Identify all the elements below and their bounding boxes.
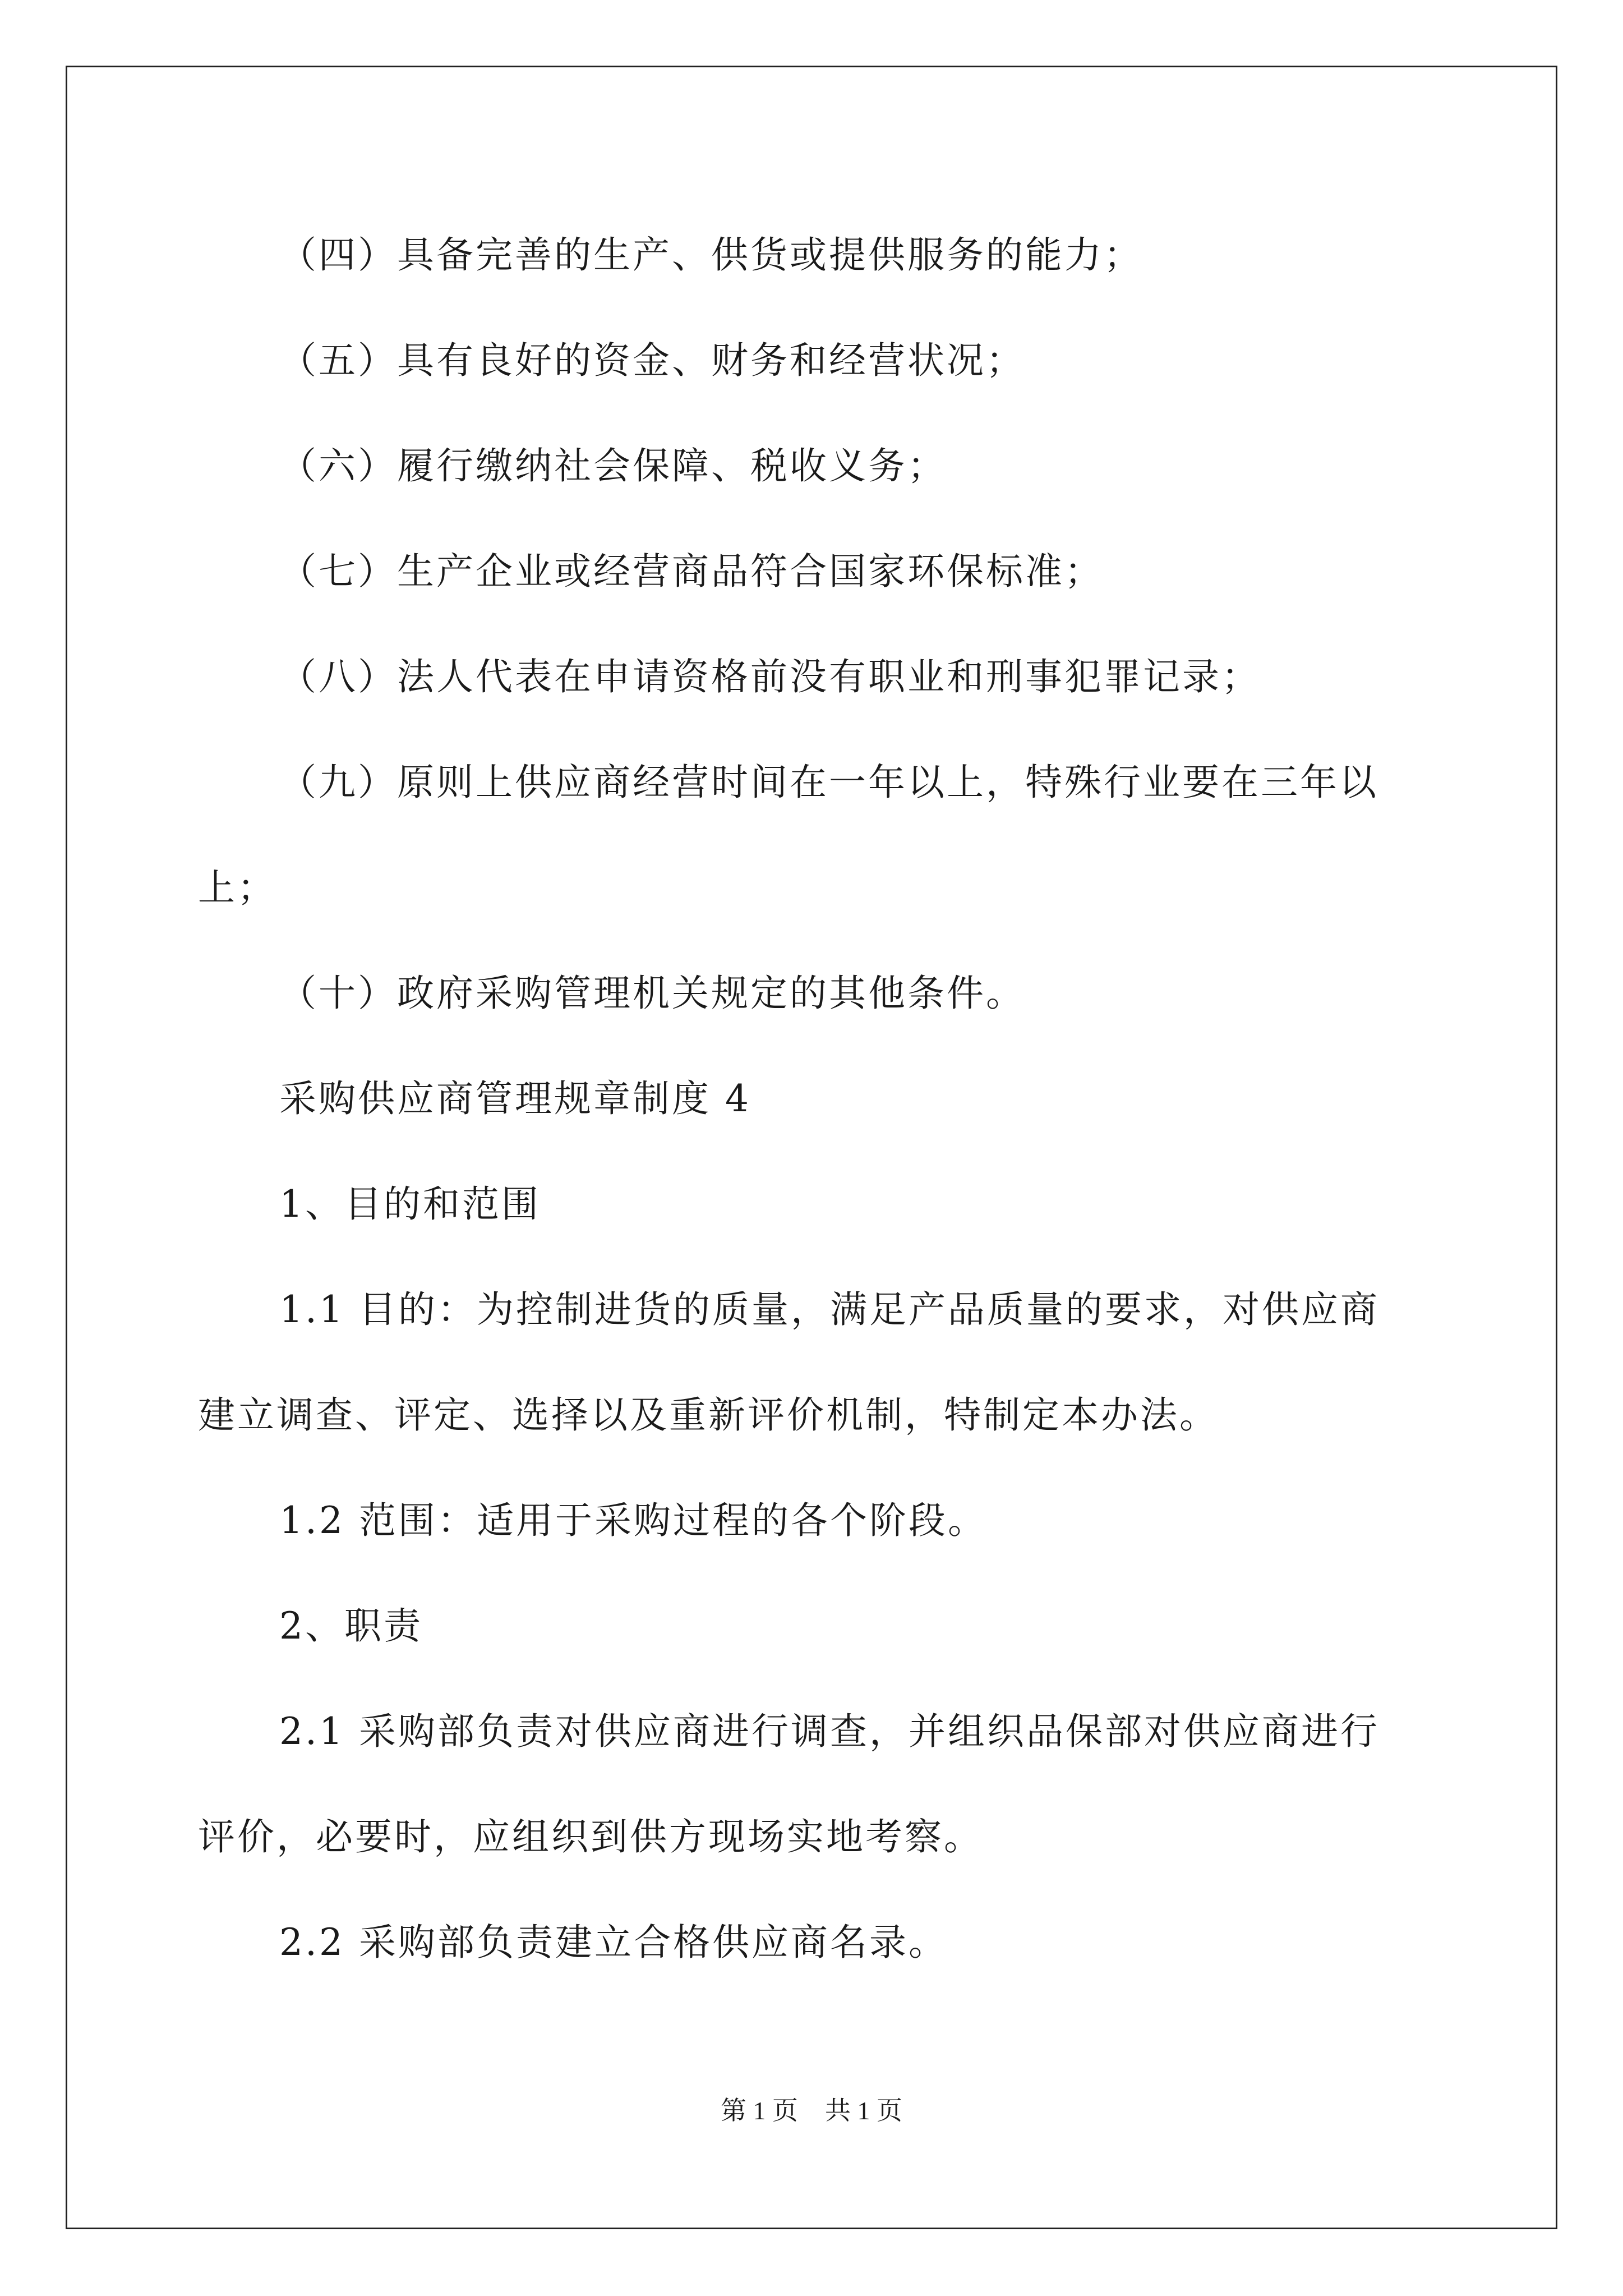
paragraph-8: （八）法人代表在申请资格前没有职业和刑事犯罪记录； [279, 655, 1261, 698]
page-total: 共 1 页 [825, 2096, 902, 2125]
paragraph-10: （十）政府采购管理机关规定的其他条件。 [279, 972, 1025, 1015]
heading-1: 1、目的和范围 [279, 1182, 541, 1226]
paragraph-2-2: 2.2 采购部负责建立合格供应商名录。 [279, 1921, 948, 1964]
paragraph-1-1-continued: 建立调查、评定、选择以及重新评价机制，特制定本办法。 [198, 1393, 1219, 1437]
page-number: 第 1 页 [721, 2096, 798, 2125]
heading-2: 2、职责 [279, 1604, 423, 1648]
page-footer [0, 2095, 1623, 2127]
paragraph-9-continued: 上； [198, 866, 276, 909]
paragraph-6: （六）履行缴纳社会保障、税收义务； [279, 444, 947, 487]
paragraph-5: （五）具有良好的资金、财务和经营状况； [279, 339, 1025, 382]
paragraph-7: （七）生产企业或经营商品符合国家环保标准； [279, 550, 1104, 593]
section-heading: 采购供应商管理规章制度 4 [279, 1077, 751, 1120]
paragraph-1-1: 1.1 目的：为控制进货的质量，满足产品质量的要求，对供应商 [279, 1288, 1380, 1331]
paragraph-1-2: 1.2 范围：适用于采购过程的各个阶段。 [279, 1499, 987, 1542]
page-frame [66, 66, 1557, 2229]
paragraph-2-1-continued: 评价，必要时，应组织到供方现场实地考察。 [198, 1815, 983, 1858]
paragraph-9: （九）原则上供应商经营时间在一年以上，特殊行业要在三年以 [279, 761, 1378, 804]
paragraph-4: （四）具备完善的生产、供货或提供服务的能力； [279, 233, 1143, 277]
paragraph-2-1: 2.1 采购部负责对供应商进行调查，并组织品保部对供应商进行 [279, 1710, 1380, 1753]
